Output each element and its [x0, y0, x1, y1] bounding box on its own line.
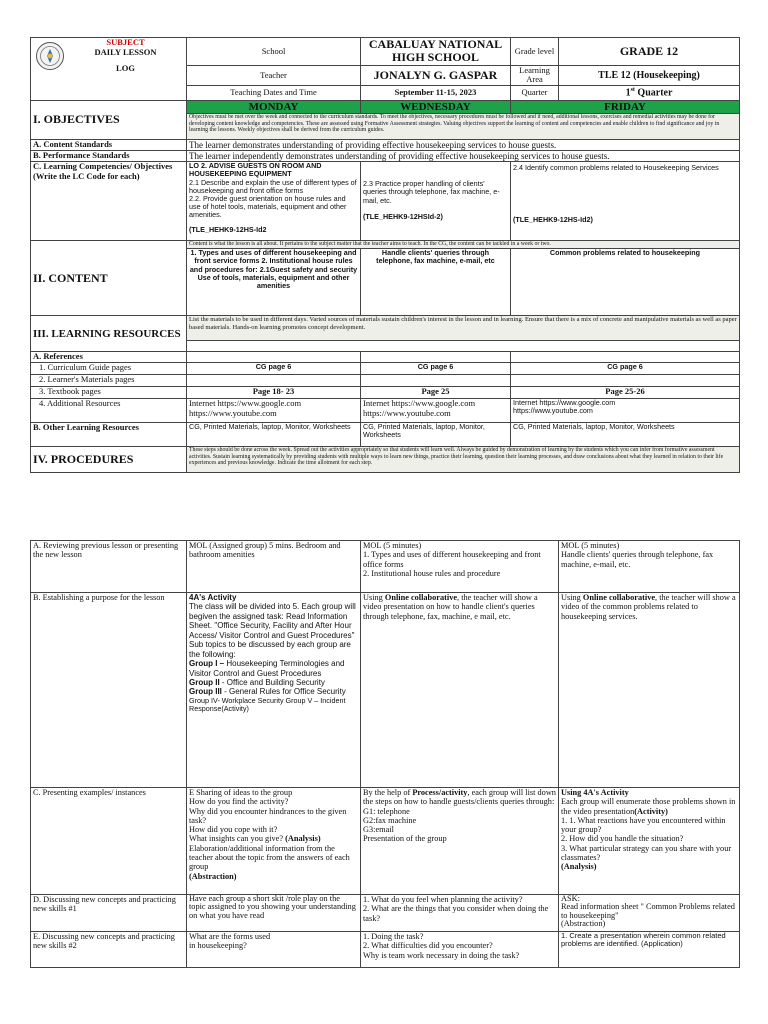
- content-note: Content is what the lesson is all about. It pertains to the subject matter that the teacher aims to teach. In the CG, the content can be tackled in a week or two.: [187, 241, 740, 249]
- row-e-friday: 1. Create a presentation wherein common related problems are identified. (Application): [559, 932, 740, 968]
- school-name: CABALUAY NATIONAL HIGH SCHOOL: [361, 38, 511, 66]
- additional-wednesday: Internet https://www.google.com https://www.youtube.com: [361, 399, 511, 423]
- day-monday: MONDAY: [187, 100, 361, 113]
- content-heading: II. CONTENT: [31, 241, 187, 316]
- row-a-monday: MOL (Assigned group) 5 mins. Bedroom and bathroom amenities: [187, 541, 361, 593]
- row-d-friday: ASK: Read information sheet " Common Problems related to housekeeping" (Abstraction): [559, 895, 740, 932]
- content-standards-value: The learner demonstrates understanding of providing effective housekeeping services to house guests.: [187, 140, 740, 151]
- row-e-wednesday: 1. Doing the task? 2. What difficulties did you encounter? Why is team work necessary in doing the task?: [361, 932, 559, 968]
- dll-header-table: [30, 37, 740, 473]
- learning-area-value: TLE 12 (Housekeeping): [559, 65, 740, 85]
- lc-monday: LO 2. ADVISE GUESTS ON ROOM AND HOUSEKEEPING EQUIPMENT 2.1 Describe and explain the use of different types of housekeeping and front office forms 2.2. Provide guest orientation on house rules and use of hotel tools, materials, equipment and other amenities. (TLE_HEHK9-12HS-Id2: [187, 162, 361, 241]
- textbook-friday: Page 25-26: [511, 387, 740, 399]
- grade-level-label: Grade level: [511, 38, 559, 66]
- content-friday: Common problems related to housekeeping: [511, 249, 740, 316]
- procedures-table: [30, 540, 740, 968]
- learning-area-label: Learning Area: [511, 65, 559, 85]
- row-e-monday: What are the forms used in housekeeping?: [187, 932, 361, 968]
- objectives-heading: I. OBJECTIVES: [31, 100, 187, 139]
- references-label: A. References: [31, 352, 187, 363]
- resources-note: List the materials to be used in different days. Varied sources of materials sustain children's interest in the lesson and in learning. Ensure that there is a mix of concrete and manipulative materials as well as paper based materials. Hands-on learning promotes concept development.: [187, 316, 740, 341]
- row-e-label: E. Discussing new concepts and practicing new skills #2: [31, 932, 187, 968]
- additional-friday: Internet https://www.google.com https://www.youtube.com: [511, 399, 740, 423]
- performance-standards-value: The learner independently demonstrates understanding of providing effective housekeeping services to house guests.: [187, 151, 740, 162]
- content-wednesday: Handle clients' queries through telephone, fax machine, e-mail, etc: [361, 249, 511, 316]
- row-c-wednesday: By the help of Process/activity, each group will list down the steps on how to handle guests/clients queries through: G1: telephone G2:fax machine G3:email Presentation of the group: [361, 788, 559, 895]
- content-standards-label: A. Content Standards: [31, 140, 187, 151]
- row-a-label: A. Reviewing previous lesson or presenting the new lesson: [31, 541, 187, 593]
- teaching-dates-value: September 11-15, 2023: [361, 85, 511, 100]
- cg-pages-label: 1. Curriculum Guide pages: [31, 363, 187, 375]
- textbook-pages-label: 3. Textbook pages: [31, 387, 187, 399]
- other-friday: CG, Printed Materials, laptop, Monitor, Worksheets: [511, 423, 740, 447]
- lc-friday: 2.4 Identify common problems related to Housekeeping Services (TLE_HEHK9-12HS-Id2): [511, 162, 740, 241]
- additional-monday: Internet https://www.google.com https://www.youtube.com: [187, 399, 361, 423]
- row-a-friday: MOL (5 minutes) Handle clients' queries through telephone, fax machine, e-mail, etc.: [559, 541, 740, 593]
- quarter-value: 1st Quarter: [559, 85, 740, 100]
- teacher-label: Teacher: [187, 65, 361, 85]
- row-d-label: D. Discussing new concepts and practicing new skills #1: [31, 895, 187, 932]
- performance-standards-label: B. Performance Standards: [31, 151, 187, 162]
- other-wednesday: CG, Printed Materials, laptop, Monitor, Worksheets: [361, 423, 511, 447]
- row-b-friday: Using Online collaborative, the teacher will show a video of the common problems related to housekeeping services.: [559, 593, 740, 788]
- procedures-note: These steps should be done across the week. Spread out the activities appropriately so that students will learn well. Always be guided by demonstration of learning by the students which you can infer from formative assessment activities. Sustain learning systematically by providing students with multiple ways to learn new things, practice their learning, question their learning processes, and draw conclusions about what they learned in relation to their life experiences and previous knowledge. Indicate the time allotment for each step.: [187, 447, 740, 473]
- row-b-monday: 4A's Activity The class will be divided into 5. Each group will begiven the assigned task: Read Information Sheet. "Office Security, Facility and After Hour Access/ Visitor Control and Guest Procedures" Sub topics to be discussed by each group are the following: Group I – Housekeeping Terminologies and Visitor Control and Guest Procedures Group II - Office and Building Security Group III - General Rules for Office Security Group IV- Workplace Security Group V – Incident Response(Activity): [187, 593, 361, 788]
- row-b-wednesday: Using Online collaborative, the teacher will show a video presentation on how to handle client's queries through telephone, fax, machine, e mail, etc.: [361, 593, 559, 788]
- row-b-label: B. Establishing a purpose for the lesson: [31, 593, 187, 788]
- row-d-monday: Have each group a short skit /role play on the topic assigned to you showing your understanding on what you have read: [187, 895, 361, 932]
- cg-monday: CG page 6: [187, 363, 361, 375]
- cg-wednesday: CG page 6: [361, 363, 511, 375]
- content-monday: 1. Types and uses of different housekeeping and front service forms 2. Institutional house rules and procedures for: 2.1Guest safety and security Use of tools, materials, equipment and other amenities: [187, 249, 361, 316]
- procedures-heading: IV. PROCEDURES: [31, 447, 187, 473]
- quarter-label: Quarter: [511, 85, 559, 100]
- other-monday: CG, Printed Materials, laptop, Monitor, Worksheets: [187, 423, 361, 447]
- lc-wednesday: 2.3 Practice proper handling of clients' queries through telephone, fax machine, e-mail, etc. (TLE_HEHK9-12HSId-2): [361, 162, 511, 241]
- row-c-friday: Using 4A's Activity Each group will enumerate those problems shown in the video presentation(Activity) 1. 1. What reactions have you encountered within your group? 2. How did you handle the situation? 3. What particular strategy can you share with your classmates? (Analysis): [559, 788, 740, 895]
- deped-seal-icon: [35, 41, 65, 71]
- row-a-wednesday: MOL (5 minutes) 1. Types and uses of different housekeeping and front office forms 2. Institutional house rules and procedure: [361, 541, 559, 593]
- other-resources-label: B. Other Learning Resources: [31, 423, 187, 447]
- row-d-wednesday: 1. What do you feel when planning the activity? 2. What are the things that you consider when doing the task?: [361, 895, 559, 932]
- additional-resources-label: 4. Additional Resources: [31, 399, 187, 423]
- dll-title-line1: DAILY LESSON: [94, 46, 157, 57]
- learning-competencies-label: C. Learning Competencies/ Objectives (Write the LC Code for each): [31, 162, 187, 241]
- teaching-dates-label: Teaching Dates and Time: [187, 85, 361, 100]
- day-friday: FRIDAY: [511, 100, 740, 113]
- school-label: School: [187, 38, 361, 66]
- objectives-note: Objectives must be met over the week and connected to the curriculum standards. To meet the objectives, necessary procedures must be followed and if need, additional lessons, exercises and remedial activities may be done for developing content knowledge and competencies. These are assessed using Formative Assessment strategies. Valuing objectives support the learning of content and competencies and enable children to find significance and joy in learning the lessons. Weekly objectives shall be derived from the curriculum guides.: [187, 114, 740, 140]
- row-c-monday: E Sharing of ideas to the group How do you find the activity? Why did you encounter hindrances to the given task? How did you cope with it? What insights can you give? (Analysis) Elaboration/additional information from the teacher about the topic from the answers of each group (Abstraction): [187, 788, 361, 895]
- teacher-name: JONALYN G. GASPAR: [361, 65, 511, 85]
- lm-pages-label: 2. Learner's Materials pages: [31, 375, 187, 387]
- day-wednesday: WEDNESDAY: [361, 100, 511, 113]
- learning-resources-heading: III. LEARNING RESOURCES: [31, 316, 187, 352]
- row-c-label: C. Presenting examples/ instances: [31, 788, 187, 895]
- textbook-monday: Page 18- 23: [187, 387, 361, 399]
- grade-level-value: GRADE 12: [559, 38, 740, 66]
- subject-label: SUBJECT: [106, 37, 145, 47]
- cg-friday: CG page 6: [511, 363, 740, 375]
- logo-cell: [31, 38, 187, 101]
- dll-title-line2: LOG: [116, 63, 135, 74]
- textbook-wednesday: Page 25: [361, 387, 511, 399]
